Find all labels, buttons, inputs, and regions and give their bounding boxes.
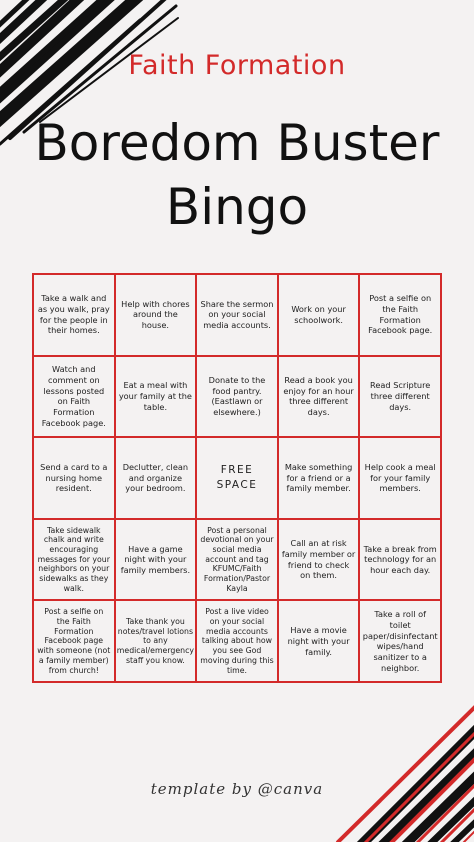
bingo-square: Send a card to a nursing home resident. [33, 437, 115, 519]
bingo-square: Take a walk and as you walk, pray for the people in their homes. [33, 274, 115, 356]
brush-stroke-bottom-right [334, 692, 474, 842]
bingo-square: Post a selfie on the Faith Formation Facebook page with someone (not a family member) from church! [33, 600, 115, 682]
template-credit: template by @canva [150, 780, 324, 798]
subtitle: Faith Formation [128, 50, 346, 81]
bingo-square: Call an at risk family member or friend to check on them. [278, 519, 360, 601]
bingo-square: Eat a meal with your family at the table. [115, 356, 197, 438]
bingo-square: Make something for a friend or a family member. [278, 437, 360, 519]
bingo-square: Take sidewalk chalk and write encouraging messages for your neighbors on your sidewalks as they walk. [33, 519, 115, 601]
bingo-square: Declutter, clean and organize your bedroom. [115, 437, 197, 519]
title-line-1: Boredom Buster [34, 114, 440, 172]
bingo-card [32, 273, 442, 683]
free-space: FREE SPACE [196, 437, 278, 519]
bingo-square: Read Scripture three different days. [359, 356, 441, 438]
bingo-square: Post a personal devotional on your social media account and tag KFUMC/Faith Formation/Pastor Kayla [196, 519, 278, 601]
bingo-square: Take thank you notes/travel lotions to any medical/emergency staff you know. [115, 600, 197, 682]
bingo-square: Have a game night with your family members. [115, 519, 197, 601]
bingo-square: Share the sermon on your social media accounts. [196, 274, 278, 356]
page-title [0, 111, 474, 239]
bingo-square: Help with chores around the house. [115, 274, 197, 356]
bingo-square: Post a live video on your social media accounts talking about how you see God moving during this time. [196, 600, 278, 682]
bingo-square: Read a book you enjoy for an hour three different days. [278, 356, 360, 438]
bingo-square: Donate to the food pantry. (Eastlawn or elsewhere.) [196, 356, 278, 438]
bingo-square: Take a roll of toilet paper/disinfectant wipes/hand sanitizer to a neighbor. [359, 600, 441, 682]
bingo-square: Take a break from technology for an hour each day. [359, 519, 441, 601]
bingo-square: Watch and comment on lessons posted on Faith Formation Facebook page. [33, 356, 115, 438]
bingo-square: Help cook a meal for your family members. [359, 437, 441, 519]
bingo-square: Work on your schoolwork. [278, 274, 360, 356]
bingo-square: Post a selfie on the Faith Formation Facebook page. [359, 274, 441, 356]
title-line-2: Bingo [165, 178, 309, 236]
bingo-square: Have a movie night with your family. [278, 600, 360, 682]
